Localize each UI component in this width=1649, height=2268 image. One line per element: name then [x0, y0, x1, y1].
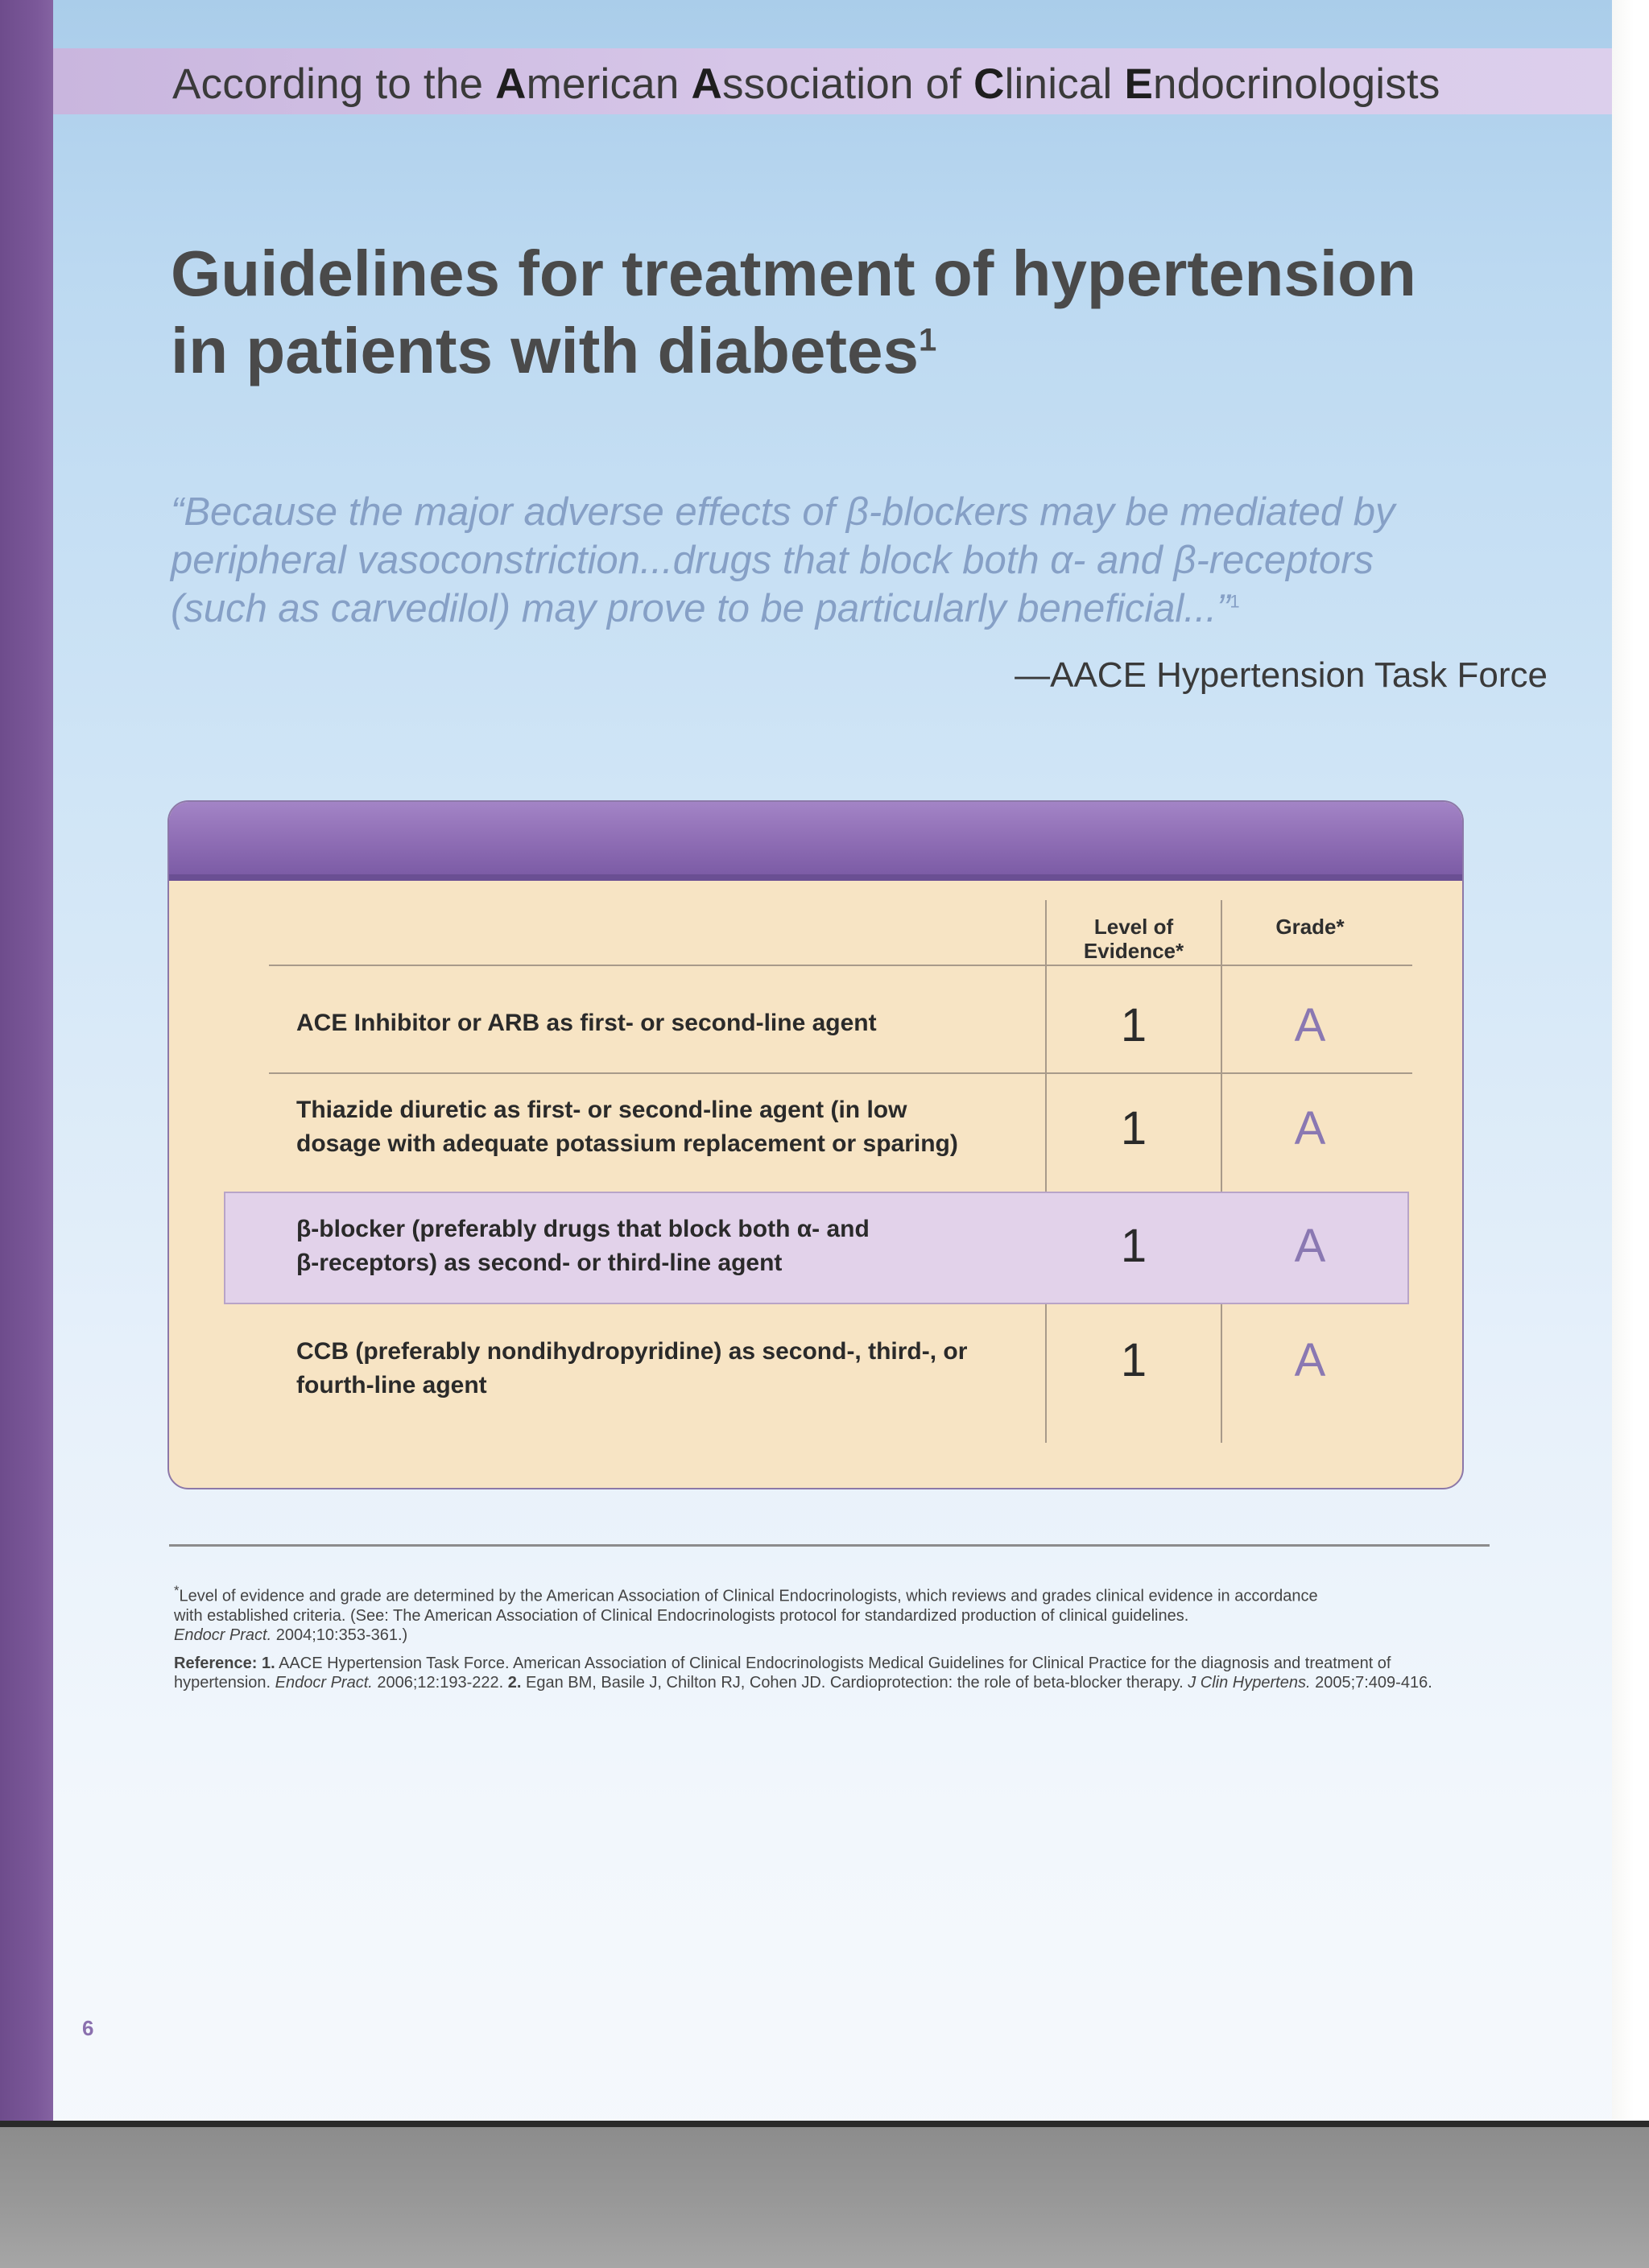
column-header-grade: Grade*	[1275, 915, 1345, 939]
column-header-evidence-line-2: Evidence*	[1083, 939, 1184, 963]
row-1-label-line-1: ACE Inhibitor or ARB as first- or second-line agent	[296, 1010, 877, 1036]
footnote-citation: 2004;10:353-361.)	[271, 1626, 408, 1644]
quote-superscript: 1	[1230, 591, 1240, 612]
row-3-grade: A	[1294, 1220, 1326, 1272]
quote-line-1: “Because the major adverse effects of β-blockers may be mediated by	[171, 490, 1395, 534]
page-title	[171, 235, 1588, 390]
row-4-label-line-1: CCB (preferably nondihydropyridine) as second-, third-, or	[296, 1338, 968, 1365]
reference-1-journal: Endocr Pract.	[275, 1674, 373, 1692]
title-superscript: 1	[919, 322, 937, 358]
page-number: 6	[82, 2016, 94, 2040]
quote-attribution: —AACE Hypertension Task Force	[1015, 655, 1548, 695]
quote-line-3-text: (such as carvedilol) may prove to be particularly beneficial...”	[171, 587, 1230, 630]
column-divider-2	[1221, 900, 1222, 1443]
reference-2-number: 2.	[507, 1674, 522, 1692]
row-1-grade: A	[1294, 999, 1326, 1051]
header-text-part: A	[691, 60, 722, 108]
row-1-label	[296, 1006, 1053, 1040]
column-header-evidence	[1047, 915, 1221, 963]
row-2-label-line-1: Thiazide diuretic as first- or second-line agent (in low	[296, 1097, 907, 1123]
panel-header-bar	[169, 802, 1462, 874]
footnote-line-1	[174, 1581, 1511, 1606]
title-line-1: Guidelines for treatment of hypertension	[171, 238, 1416, 309]
reference-1-citation: 2006;12:193-222.	[372, 1674, 508, 1692]
footnote	[174, 1581, 1511, 1645]
header-text-part: A	[495, 60, 527, 108]
references	[174, 1654, 1511, 1692]
row-3-label-line-1: β-blocker (preferably drugs that block both α- and	[296, 1216, 870, 1242]
reference-2-text: Egan BM, Basile J, Chilton RJ, Cohen JD. Cardioprotection: the role of beta-blocker therapy.	[521, 1674, 1188, 1692]
page-edge	[1612, 0, 1649, 2125]
row-4-grade: A	[1294, 1334, 1326, 1386]
row-3-evidence: 1	[1120, 1220, 1147, 1272]
header-text-part: C	[973, 60, 1005, 108]
row-3-label	[296, 1212, 1053, 1280]
bottom-edge-bar	[0, 2121, 1649, 2127]
row-2-grade: A	[1294, 1102, 1326, 1155]
purple-sidebar	[0, 0, 53, 2125]
row-3-label-line-2: β-receptors) as second- or third-line agent	[296, 1250, 783, 1276]
footnote-journal: Endocr Pract.	[174, 1626, 272, 1644]
footnote-marker: *	[174, 1583, 180, 1598]
quote-line-2: peripheral vasoconstriction...drugs that block both α- and β-receptors	[171, 539, 1374, 582]
row-2-label	[296, 1093, 1053, 1161]
title-line-2-text: in patients with diabetes	[171, 315, 920, 386]
header-text-part: ndocrinologists	[1153, 60, 1440, 108]
reference-1-text-2: hypertension.	[174, 1674, 275, 1692]
reference-2-journal: J Clin Hypertens.	[1188, 1674, 1311, 1692]
reference-1-number: 1.	[261, 1655, 275, 1672]
column-header-evidence-line-1: Level of	[1093, 915, 1174, 939]
row-2-label-line-2: dosage with adequate potassium replacement or sparing)	[296, 1130, 958, 1157]
reference-1-text: AACE Hypertension Task Force. American Association of Clinical Endocrinologists Medical Guidelines for Clinical Practice for the diagnosis and treatment of	[275, 1655, 1391, 1672]
reference-label: Reference:	[174, 1655, 258, 1672]
title-line-2	[171, 312, 1588, 390]
row-1-evidence: 1	[1120, 999, 1147, 1051]
guidelines-table-panel	[167, 800, 1464, 1489]
quote-line-3	[171, 585, 1572, 633]
reference-line-1	[174, 1654, 1511, 1673]
pull-quote	[171, 488, 1572, 633]
footnote-line-2: with established criteria. (See: The American Association of Clinical Endocrinologists protocol for standardized production of clinical guidelines.	[174, 1606, 1189, 1625]
reference-line-2	[174, 1673, 1511, 1692]
footnote-line-3	[174, 1626, 1511, 1645]
panel-header-bar-base	[169, 874, 1462, 881]
header-text	[172, 60, 1606, 109]
header-text-part: According to the	[172, 60, 496, 108]
header-text-part: E	[1124, 60, 1154, 108]
header-text-part: merican	[526, 60, 692, 108]
row-rule-1	[269, 1072, 1412, 1074]
row-4-label-line-2: fourth-line agent	[296, 1372, 487, 1398]
header-rule	[269, 965, 1412, 966]
footnote-line-1-text: Level of evidence and grade are determined by the American Association of Clinical Endocrinologists, which reviews and grades clinical evidence in accordance	[179, 1587, 1318, 1605]
header-text-part: linical	[1004, 60, 1125, 108]
reference-2-citation: 2005;7:409-416.	[1310, 1674, 1432, 1692]
footer-rule	[169, 1544, 1490, 1547]
row-2-evidence: 1	[1120, 1102, 1147, 1155]
scan-background	[0, 2127, 1649, 2268]
row-4-label	[296, 1335, 1053, 1403]
header-text-part: ssociation of	[721, 60, 974, 108]
row-4-evidence: 1	[1120, 1334, 1147, 1386]
